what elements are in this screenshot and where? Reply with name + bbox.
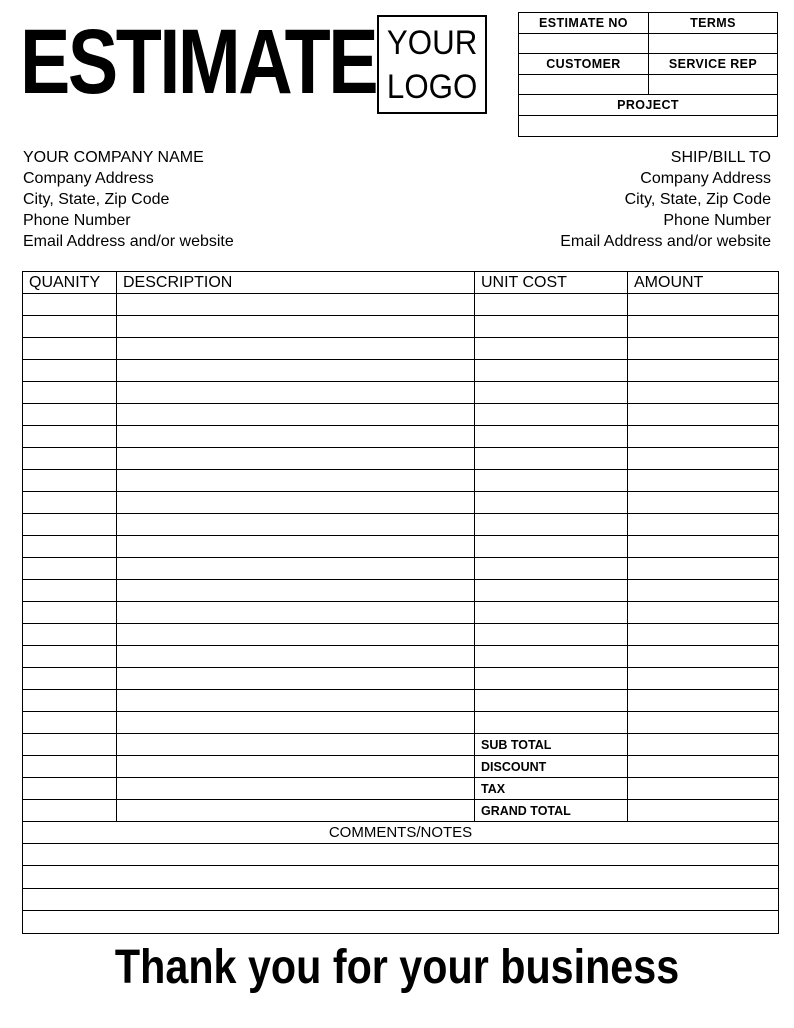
description-cell[interactable] [117, 316, 475, 338]
company-phone: Phone Number [23, 212, 131, 229]
unit-cost-cell[interactable] [475, 646, 628, 668]
table-row [23, 624, 779, 646]
unit-cost-cell[interactable] [475, 624, 628, 646]
comment-line[interactable] [23, 888, 779, 910]
table-row [23, 294, 779, 316]
table-row [23, 316, 779, 338]
quantity-cell[interactable] [23, 668, 117, 690]
table-row [23, 536, 779, 558]
unit-cost-cell[interactable] [475, 426, 628, 448]
column-header-amount: AMOUNT [628, 272, 779, 294]
terms-label: TERMS [648, 13, 777, 34]
discount-value[interactable] [628, 756, 779, 778]
project-label: PROJECT [519, 95, 778, 116]
quantity-cell[interactable] [23, 800, 117, 822]
line-items-table [22, 271, 779, 934]
table-row [23, 646, 779, 668]
unit-cost-cell[interactable] [475, 668, 628, 690]
quantity-cell[interactable] [23, 404, 117, 426]
amount-cell[interactable] [628, 448, 779, 470]
ship-to-city: City, State, Zip Code [624, 191, 771, 208]
description-cell[interactable] [117, 624, 475, 646]
estimate-meta-table [518, 12, 778, 137]
table-row [23, 470, 779, 492]
company-city: City, State, Zip Code [23, 191, 170, 208]
description-cell[interactable] [117, 558, 475, 580]
amount-cell[interactable] [628, 580, 779, 602]
unit-cost-cell[interactable] [475, 404, 628, 426]
thank-you-message [0, 936, 794, 1000]
description-cell[interactable] [117, 492, 475, 514]
amount-cell[interactable] [628, 624, 779, 646]
unit-cost-cell[interactable] [475, 294, 628, 316]
quantity-cell[interactable] [23, 294, 117, 316]
quantity-cell[interactable] [23, 558, 117, 580]
column-header-quantity: QUANITY [23, 272, 117, 294]
unit-cost-cell[interactable] [475, 470, 628, 492]
service-rep-field[interactable] [648, 74, 777, 95]
quantity-cell[interactable] [23, 580, 117, 602]
company-email: Email Address and/or website [23, 233, 234, 250]
quantity-cell[interactable] [23, 646, 117, 668]
comment-line[interactable] [23, 844, 779, 866]
amount-cell[interactable] [628, 294, 779, 316]
description-cell[interactable] [117, 800, 475, 822]
comment-line-row [23, 888, 779, 910]
table-row [23, 602, 779, 624]
comment-line-row [23, 844, 779, 866]
description-cell[interactable] [117, 668, 475, 690]
quantity-cell[interactable] [23, 470, 117, 492]
unit-cost-cell[interactable] [475, 316, 628, 338]
totals-row [23, 756, 779, 778]
sub-total-value[interactable] [628, 734, 779, 756]
table-row [23, 580, 779, 602]
table-row [23, 514, 779, 536]
thank-you-text: Thank you for your business [114, 941, 680, 994]
totals-row [23, 778, 779, 800]
table-row [23, 690, 779, 712]
unit-cost-cell[interactable] [475, 360, 628, 382]
ship-to-address: Company Address [640, 170, 771, 187]
quantity-cell[interactable] [23, 778, 117, 800]
table-row [23, 426, 779, 448]
quantity-cell[interactable] [23, 514, 117, 536]
amount-cell[interactable] [628, 404, 779, 426]
description-cell[interactable] [117, 712, 475, 734]
quantity-cell[interactable] [23, 536, 117, 558]
quantity-cell[interactable] [23, 338, 117, 360]
table-row [23, 382, 779, 404]
description-cell[interactable] [117, 404, 475, 426]
quantity-cell[interactable] [23, 734, 117, 756]
unit-cost-cell[interactable] [475, 712, 628, 734]
amount-cell[interactable] [628, 536, 779, 558]
estimate-no-field[interactable] [519, 33, 649, 54]
comments-notes-label: COMMENTS/NOTES [23, 822, 779, 844]
amount-cell[interactable] [628, 492, 779, 514]
description-cell[interactable] [117, 734, 475, 756]
grand-total-label: GRAND TOTAL [475, 800, 628, 822]
table-row [23, 360, 779, 382]
table-row [23, 558, 779, 580]
comment-line[interactable] [23, 866, 779, 888]
column-header-unit-cost: UNIT COST [475, 272, 628, 294]
company-info [23, 147, 234, 252]
column-header-description: DESCRIPTION [117, 272, 475, 294]
service-rep-label: SERVICE REP [648, 54, 777, 75]
tax-value[interactable] [628, 778, 779, 800]
table-header-row [23, 272, 779, 294]
description-cell[interactable] [117, 382, 475, 404]
description-cell[interactable] [117, 536, 475, 558]
estimate-title: ESTIMATE [20, 11, 377, 113]
quantity-cell[interactable] [23, 712, 117, 734]
quantity-cell[interactable] [23, 360, 117, 382]
totals-row [23, 734, 779, 756]
ship-to-email: Email Address and/or website [560, 233, 771, 250]
description-cell[interactable] [117, 448, 475, 470]
amount-cell[interactable] [628, 558, 779, 580]
description-cell[interactable] [117, 470, 475, 492]
unit-cost-cell[interactable] [475, 382, 628, 404]
ship-to-title: SHIP/BILL TO [670, 149, 771, 166]
table-row [23, 338, 779, 360]
unit-cost-cell[interactable] [475, 492, 628, 514]
description-cell[interactable] [117, 602, 475, 624]
company-address: Company Address [23, 170, 154, 187]
unit-cost-cell[interactable] [475, 558, 628, 580]
amount-cell[interactable] [628, 712, 779, 734]
description-cell[interactable] [117, 360, 475, 382]
description-cell[interactable] [117, 580, 475, 602]
description-cell[interactable] [117, 778, 475, 800]
quantity-cell[interactable] [23, 690, 117, 712]
project-field[interactable] [519, 115, 778, 136]
unit-cost-cell[interactable] [475, 580, 628, 602]
logo-line-2: LOGO [386, 67, 478, 106]
quantity-cell[interactable] [23, 426, 117, 448]
comment-line[interactable] [23, 911, 779, 933]
table-row [23, 712, 779, 734]
tax-label: TAX [475, 778, 628, 800]
totals-row [23, 800, 779, 822]
description-cell[interactable] [117, 514, 475, 536]
ship-bill-to [560, 147, 771, 252]
description-cell[interactable] [117, 338, 475, 360]
sub-total-label: SUB TOTAL [475, 734, 628, 756]
description-cell[interactable] [117, 690, 475, 712]
table-row [23, 668, 779, 690]
amount-cell[interactable] [628, 514, 779, 536]
customer-label: CUSTOMER [519, 54, 649, 75]
unit-cost-cell[interactable] [475, 690, 628, 712]
amount-cell[interactable] [628, 426, 779, 448]
amount-cell[interactable] [628, 470, 779, 492]
description-cell[interactable] [117, 756, 475, 778]
customer-field[interactable] [519, 74, 649, 95]
quantity-cell[interactable] [23, 756, 117, 778]
discount-label: DISCOUNT [475, 756, 628, 778]
description-cell[interactable] [117, 294, 475, 316]
unit-cost-cell[interactable] [475, 514, 628, 536]
table-row [23, 492, 779, 514]
quantity-cell[interactable] [23, 382, 117, 404]
description-cell[interactable] [117, 426, 475, 448]
unit-cost-cell[interactable] [475, 448, 628, 470]
estimate-no-label: ESTIMATE NO [519, 13, 649, 34]
quantity-cell[interactable] [23, 624, 117, 646]
amount-cell[interactable] [628, 382, 779, 404]
amount-cell[interactable] [628, 668, 779, 690]
table-row [23, 404, 779, 426]
amount-cell[interactable] [628, 646, 779, 668]
quantity-cell[interactable] [23, 602, 117, 624]
amount-cell[interactable] [628, 360, 779, 382]
amount-cell[interactable] [628, 338, 779, 360]
logo-placeholder [377, 15, 487, 114]
company-name: YOUR COMPANY NAME [23, 149, 204, 166]
quantity-cell[interactable] [23, 492, 117, 514]
quantity-cell[interactable] [23, 448, 117, 470]
unit-cost-cell[interactable] [475, 338, 628, 360]
amount-cell[interactable] [628, 690, 779, 712]
logo-line-1: YOUR [386, 23, 478, 62]
table-row [23, 448, 779, 470]
unit-cost-cell[interactable] [475, 536, 628, 558]
description-cell[interactable] [117, 646, 475, 668]
unit-cost-cell[interactable] [475, 602, 628, 624]
comments-header-row [23, 822, 779, 844]
amount-cell[interactable] [628, 316, 779, 338]
comment-line-row [23, 911, 779, 933]
ship-to-phone: Phone Number [663, 212, 771, 229]
comment-line-row [23, 866, 779, 888]
grand-total-value[interactable] [628, 800, 779, 822]
quantity-cell[interactable] [23, 316, 117, 338]
amount-cell[interactable] [628, 602, 779, 624]
terms-field[interactable] [648, 33, 777, 54]
